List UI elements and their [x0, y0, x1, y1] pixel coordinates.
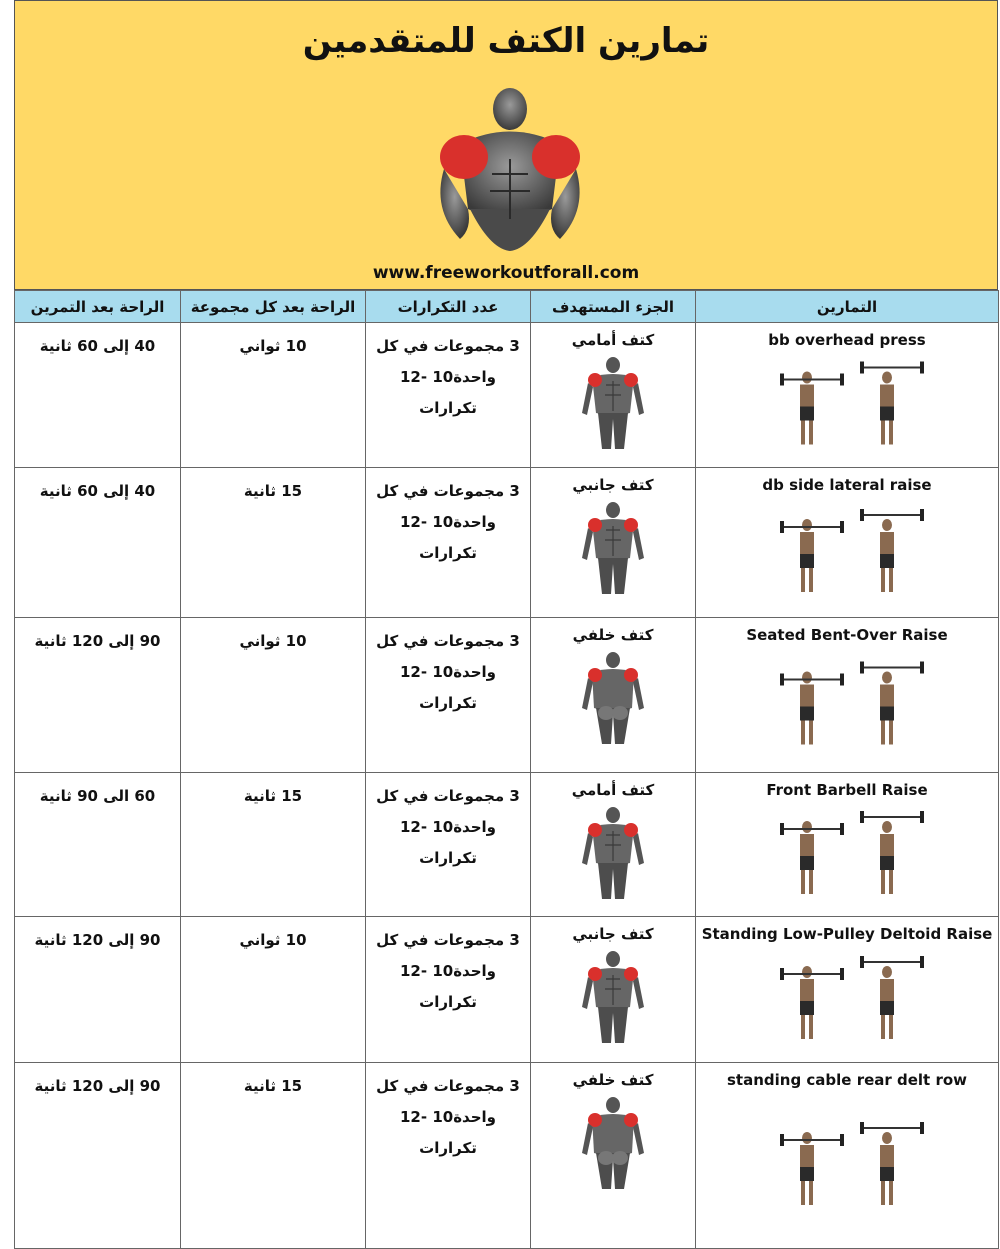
target-muscle-label: كتف خلفي	[572, 1071, 654, 1089]
reps-text: واحدة10 -12	[400, 1108, 496, 1126]
exercise-name: bb overhead press	[768, 331, 926, 349]
column-header-set-rest: الراحة بعد كل مجموعة	[181, 291, 366, 323]
table-row	[15, 1063, 999, 1249]
table-row	[15, 468, 999, 618]
column-header-exercises: التمارين	[696, 291, 999, 323]
reps-text: 3 مجموعات في كل	[376, 482, 520, 500]
workout-rest-cell: 90 إلى 120 ثانية	[15, 618, 181, 773]
bodybuilder-hero-icon	[430, 79, 590, 259]
website-url: www.freeworkoutforall.com	[372, 263, 640, 283]
reps-text: واحدة10 -12	[400, 962, 496, 980]
body-front-muscle-icon	[578, 805, 648, 901]
target-muscle-label: كتف خلفي	[572, 626, 654, 644]
set-rest-cell: 10 ثواني	[181, 917, 366, 1063]
target-muscle-label: كتف أمامي	[571, 781, 655, 799]
exercise-name: standing cable rear delt row	[726, 1071, 968, 1089]
exercise-illustration-icon	[752, 807, 942, 901]
target-cell	[531, 618, 696, 773]
exercise-cell	[696, 618, 999, 773]
exercise-name: Front Barbell Raise	[766, 781, 928, 799]
reps-text: 3 مجموعات في كل	[376, 337, 520, 355]
reps-text: واحدة10 -12	[400, 513, 496, 531]
workout-rest-cell: 40 إلى 60 ثانية	[15, 323, 181, 468]
reps-text: 3 مجموعات في كل	[376, 931, 520, 949]
set-rest-cell: 15 ثانية	[181, 468, 366, 618]
table-row	[15, 917, 999, 1063]
exercise-cell	[696, 1063, 999, 1249]
set-rest-cell: 15 ثانية	[181, 1063, 366, 1249]
workout-rest-cell: 90 إلى 120 ثانية	[15, 917, 181, 1063]
exercise-cell	[696, 917, 999, 1063]
reps-cell	[366, 1063, 531, 1249]
reps-cell	[366, 773, 531, 917]
reps-text: تكرارات	[419, 694, 477, 712]
reps-text: تكرارات	[419, 1139, 477, 1157]
reps-text: 3 مجموعات في كل	[376, 632, 520, 650]
table-header-row	[15, 291, 999, 323]
set-rest-cell: 15 ثانية	[181, 773, 366, 917]
exercise-cell	[696, 468, 999, 618]
target-cell	[531, 1063, 696, 1249]
target-muscle-label: كتف جانبي	[572, 476, 654, 494]
column-header-workout-rest: الراحة بعد التمرين	[15, 291, 181, 323]
target-cell	[531, 323, 696, 468]
set-rest-cell: 10 ثواني	[181, 323, 366, 468]
reps-text: واحدة10 -12	[400, 663, 496, 681]
target-cell	[531, 773, 696, 917]
exercise-illustration-icon	[752, 652, 942, 757]
table-row	[15, 618, 999, 773]
workout-rest-cell: 40 إلى 60 ثانية	[15, 468, 181, 618]
table-row	[15, 323, 999, 468]
column-header-target: الجزء المستهدف	[531, 291, 696, 323]
target-cell	[531, 917, 696, 1063]
set-rest-cell: 10 ثواني	[181, 618, 366, 773]
reps-cell	[366, 468, 531, 618]
header-banner	[14, 0, 998, 290]
exercise-cell	[696, 323, 999, 468]
reps-text: 3 مجموعات في كل	[376, 787, 520, 805]
reps-text: واحدة10 -12	[400, 818, 496, 836]
reps-text: تكرارات	[419, 849, 477, 867]
exercise-table	[14, 290, 999, 1249]
reps-cell	[366, 323, 531, 468]
exercise-illustration-icon	[752, 1097, 942, 1233]
body-front-muscle-icon	[578, 949, 648, 1045]
target-cell	[531, 468, 696, 618]
exercise-illustration-icon	[752, 951, 942, 1047]
reps-text: 3 مجموعات في كل	[376, 1077, 520, 1095]
reps-text: تكرارات	[419, 993, 477, 1011]
reps-cell	[366, 917, 531, 1063]
body-front-muscle-icon	[578, 500, 648, 596]
workout-rest-cell: 90 إلى 120 ثانية	[15, 1063, 181, 1249]
exercise-cell	[696, 773, 999, 917]
page-title: تمارين الكتف للمتقدمين	[302, 21, 710, 61]
reps-cell	[366, 618, 531, 773]
body-front-muscle-icon	[578, 355, 648, 451]
exercise-name: Standing Low-Pulley Deltoid Raise	[701, 925, 993, 943]
exercise-name: Seated Bent-Over Raise	[746, 626, 948, 644]
body-back-muscle-icon	[578, 650, 648, 746]
reps-text: واحدة10 -12	[400, 368, 496, 386]
reps-text: تكرارات	[419, 544, 477, 562]
column-header-reps: عدد التكرارات	[366, 291, 531, 323]
body-back-muscle-icon	[578, 1095, 648, 1191]
exercise-illustration-icon	[752, 357, 942, 452]
exercise-name: db side lateral raise	[762, 476, 932, 494]
target-muscle-label: كتف جانبي	[572, 925, 654, 943]
exercise-illustration-icon	[752, 502, 942, 602]
reps-text: تكرارات	[419, 399, 477, 417]
table-row	[15, 773, 999, 917]
target-muscle-label: كتف أمامي	[571, 331, 655, 349]
workout-rest-cell: 60 الى 90 ثانية	[15, 773, 181, 917]
